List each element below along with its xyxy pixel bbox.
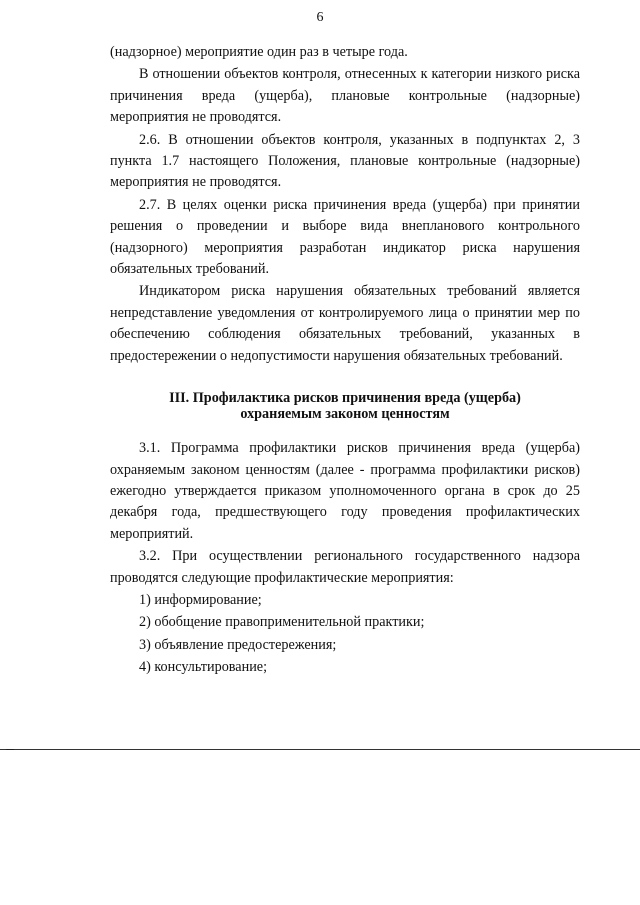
section-heading-line-1: III. Профилактика рисков причинения вреда (ущерба) bbox=[169, 390, 521, 407]
list-item-consulting: 4) консультирование; bbox=[139, 659, 268, 676]
paragraph-risk-indicator: Индикатором риска нарушения обязательных требований является непредставление уведомления от контролируемого лица о принятии мер по обеспечению соблюдения обязательных требований, указанных в предостережении о недопустимости нарушения обязательных требований. bbox=[110, 283, 580, 364]
list-item-warning: 3) объявление предостережения; bbox=[139, 636, 337, 653]
section-heading-line-2: охраняемым законом ценностям bbox=[240, 406, 450, 423]
paragraph-3-2: 3.2. При осуществлении регионального государственного надзора проводятся следующие профилактические мероприятия: bbox=[110, 548, 580, 586]
paragraph-continuation: (надзорное) мероприятие один раз в четыре года. bbox=[110, 44, 408, 60]
list-item-practice-summary: 2) обобщение правоприменительной практики; bbox=[139, 614, 425, 631]
paragraph-3-1: 3.1. Программа профилактики рисков причинения вреда (ущерба) охраняемым законом ценностям (далее - программа профилактики рисков) ежегодно утверждается приказом уполномоченного органа в срок до 25 декабря года, предшествующего году проведения профилактических мероприятий. bbox=[110, 440, 580, 542]
page-number: 6 bbox=[316, 10, 324, 25]
page-divider-tick bbox=[6, 749, 14, 750]
page-divider-line bbox=[0, 749, 640, 750]
section-heading bbox=[110, 390, 580, 422]
paragraph-low-risk: В отношении объектов контроля, отнесенных к категории низкого риска причинения вреда (ущерба), плановые контрольные (надзорные) мероприятия не проводятся. bbox=[110, 66, 580, 126]
paragraph-2-7: 2.7. В целях оценки риска причинения вреда (ущерба) при принятии решения о проведении и выборе вида внепланового контрольного (надзорного) мероприятия разработан индикатор риска нарушения обязательных требований. bbox=[110, 196, 580, 278]
list-item-informing: 1) информирование; bbox=[139, 591, 262, 608]
paragraph-2-6: 2.6. В отношении объектов контроля, указанных в подпунктах 2, 3 пункта 1.7 настоящего Положения, плановые контрольные (надзорные) мероприятия не проводятся. bbox=[110, 131, 580, 191]
document-body bbox=[110, 42, 580, 679]
